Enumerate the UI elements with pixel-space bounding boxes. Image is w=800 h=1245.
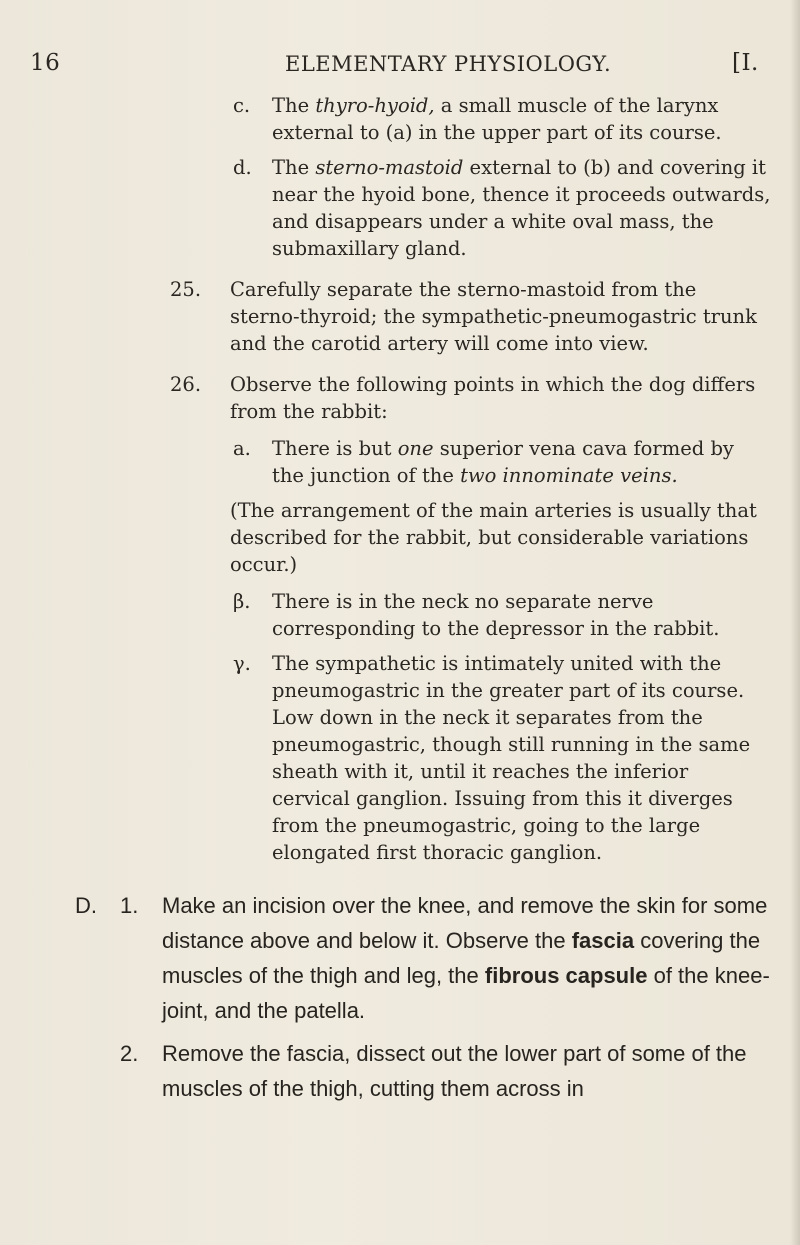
page-number: 16 bbox=[30, 50, 61, 76]
note-paragraph: (The arrangement of the main arteries is usually that described for the rabbit, but considerable variations occur.) bbox=[230, 499, 757, 576]
section-D-paragraph-1: D. 1. Make an incision over the knee, and remove the skin for some distance above and below it. Observe the fascia covering the muscles of the thigh and leg, the fibrous capsule of the knee-joint, and the patella. bbox=[0, 888, 800, 1028]
term-fibrous-capsule: fibrous capsule bbox=[484, 963, 648, 988]
paragraph-26: 26. Observe the following points in which the dog differs from the rabbit: bbox=[170, 373, 756, 423]
term-sterno-mastoid: sterno-mastoid bbox=[315, 156, 464, 179]
paragraph-number: 25. bbox=[170, 278, 202, 301]
item-label: γ. bbox=[233, 652, 251, 675]
section-letter: D. bbox=[75, 893, 97, 918]
paragraph-number: 1. bbox=[120, 893, 139, 918]
term-innominate-veins: two innominate veins. bbox=[460, 464, 678, 487]
item-beta: β. There is in the neck no separate nerve corresponding to the depressor in the rabbit. bbox=[233, 590, 720, 640]
item-a: a. There is but one superior vena cava formed by the junction of the two innominate veins. bbox=[233, 437, 734, 487]
item-label: β. bbox=[233, 590, 251, 613]
section-D-paragraph-2: 2. Remove the fascia, dissect out the lower part of some of the muscles of the thigh, cutting them across in bbox=[0, 1036, 800, 1106]
item-c: c. The thyro-hyoid, a small muscle of the larynx external to (a) in the upper part of its course. bbox=[233, 94, 722, 144]
item-label: a. bbox=[233, 437, 251, 460]
term-fascia: fascia bbox=[571, 928, 635, 953]
term-thyro-hyoid: thyro-hyoid, bbox=[315, 94, 435, 117]
item-label: d. bbox=[233, 156, 252, 179]
paragraph-number: 26. bbox=[170, 373, 202, 396]
body-text bbox=[0, 92, 800, 1114]
page-header bbox=[30, 50, 770, 82]
item-gamma: γ. The sympathetic is intimately united with the pneumogastric in the greater part of its course. Low down in the neck it separates from the pneumogastric, though still running in the same sheath with it, until it reaches the inferior cervical ganglion. Issuing from this it diverges from the pneumogastric, going to the large elongated first thoracic ganglion. bbox=[233, 652, 751, 864]
paragraph-number: 2. bbox=[120, 1041, 139, 1066]
section-mark: [I. bbox=[732, 50, 759, 76]
running-head: ELEMENTARY PHYSIOLOGY. bbox=[285, 52, 612, 76]
paragraph-25: 25. Carefully separate the sterno-mastoid from the sterno-thyroid; the sympathetic-pneumogastric trunk and the carotid artery will come into view. bbox=[170, 278, 757, 355]
item-d: d. The sterno-mastoid external to (b) and covering it near the hyoid bone, thence it proceeds outwards, and disappears under a white oval mass, the submaxillary gland. bbox=[233, 156, 771, 260]
item-label: c. bbox=[233, 94, 251, 117]
